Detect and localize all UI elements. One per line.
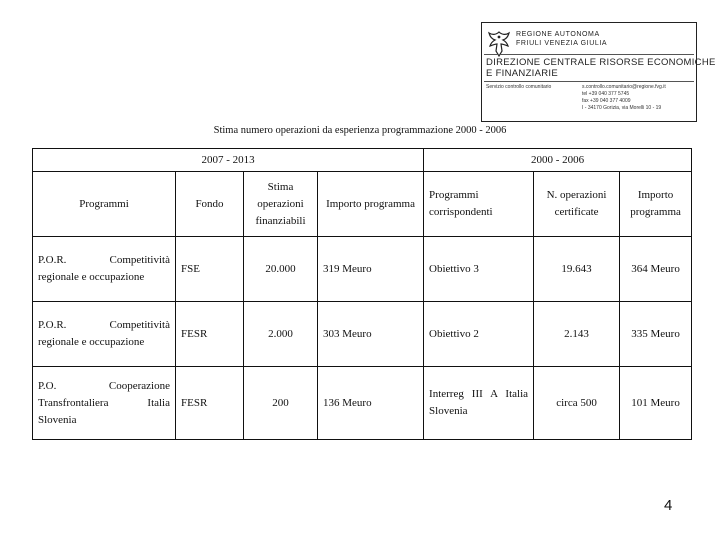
table-row (33, 237, 692, 302)
period-2007-2013: 2007 - 2013 (33, 149, 424, 172)
cell-stima: 200 (244, 367, 318, 440)
table-row (33, 302, 692, 367)
page-number: 4 (664, 497, 673, 514)
cell-importo: 136 Meuro (318, 367, 424, 440)
service-name: Servizio controllo comunitario (486, 84, 552, 90)
cell-programma: P.O.R. Competitività regionale e occupazione (33, 302, 176, 367)
cell-importo-old: 101 Meuro (620, 367, 692, 440)
column-header-row (33, 172, 692, 237)
cell-programma: P.O. Cooperazione Transfrontaliera Italia Slovenia (33, 367, 176, 440)
contact-phone: tel +39 040 377 5745 (582, 91, 630, 97)
table-row (33, 367, 692, 440)
department-line2: E FINANZIARIE (486, 68, 558, 79)
cell-stima: 20.000 (244, 237, 318, 302)
contact-fax: fax +39 040 377 4009 (582, 98, 631, 104)
cell-certificate: 2.143 (534, 302, 620, 367)
col-header-fondo: Fondo (176, 172, 244, 237)
period-2000-2006: 2000 - 2006 (424, 149, 692, 172)
region-name-line1: REGIONE AUTONOMA (516, 31, 600, 38)
region-name-line2: FRIULI VENEZIA GIULIA (516, 40, 608, 47)
cell-certificate: circa 500 (534, 367, 620, 440)
col-header-programmi: Programmi (33, 172, 176, 237)
period-header-row (33, 149, 692, 172)
operations-table (32, 148, 692, 440)
cell-importo-old: 335 Meuro (620, 302, 692, 367)
cell-corrispondenti: Obiettivo 3 (424, 237, 534, 302)
cell-fondo: FESR (176, 302, 244, 367)
cell-importo: 303 Meuro (318, 302, 424, 367)
cell-fondo: FSE (176, 237, 244, 302)
cell-corrispondenti: Obiettivo 2 (424, 302, 534, 367)
cell-stima: 2.000 (244, 302, 318, 367)
col-header-stima: Stima operazioni finanziabili (244, 172, 318, 237)
contact-email: s.controllo.comunitario@regione.fvg.it (582, 84, 666, 90)
letterhead-divider-bottom (484, 81, 694, 82)
cell-programma: P.O.R. Competitività regionale e occupazione (33, 237, 176, 302)
col-header-corrispondenti: Programmi corrispondenti (424, 172, 534, 237)
letterhead-divider-top (484, 54, 694, 55)
cell-importo: 319 Meuro (318, 237, 424, 302)
cell-importo-old: 364 Meuro (620, 237, 692, 302)
col-header-certificate: N. operazioni certificate (534, 172, 620, 237)
cell-certificate: 19.643 (534, 237, 620, 302)
department-name (486, 57, 716, 79)
cell-corrispondenti: Interreg III A Italia Slovenia (424, 367, 534, 440)
contact-address: I - 34170 Gorizia, via Morelli 10 - 19 (582, 105, 662, 111)
contact-block (582, 84, 694, 112)
col-header-importo: Importo programma (318, 172, 424, 237)
department-line1: DIREZIONE CENTRALE RISORSE ECONOMICHE (486, 57, 716, 68)
col-header-importo-old: Importo programma (620, 172, 692, 237)
document-title: Stima numero operazioni da esperienza programmazione 2000 - 2006 (213, 125, 507, 136)
cell-fondo: FESR (176, 367, 244, 440)
letterhead (481, 22, 716, 122)
